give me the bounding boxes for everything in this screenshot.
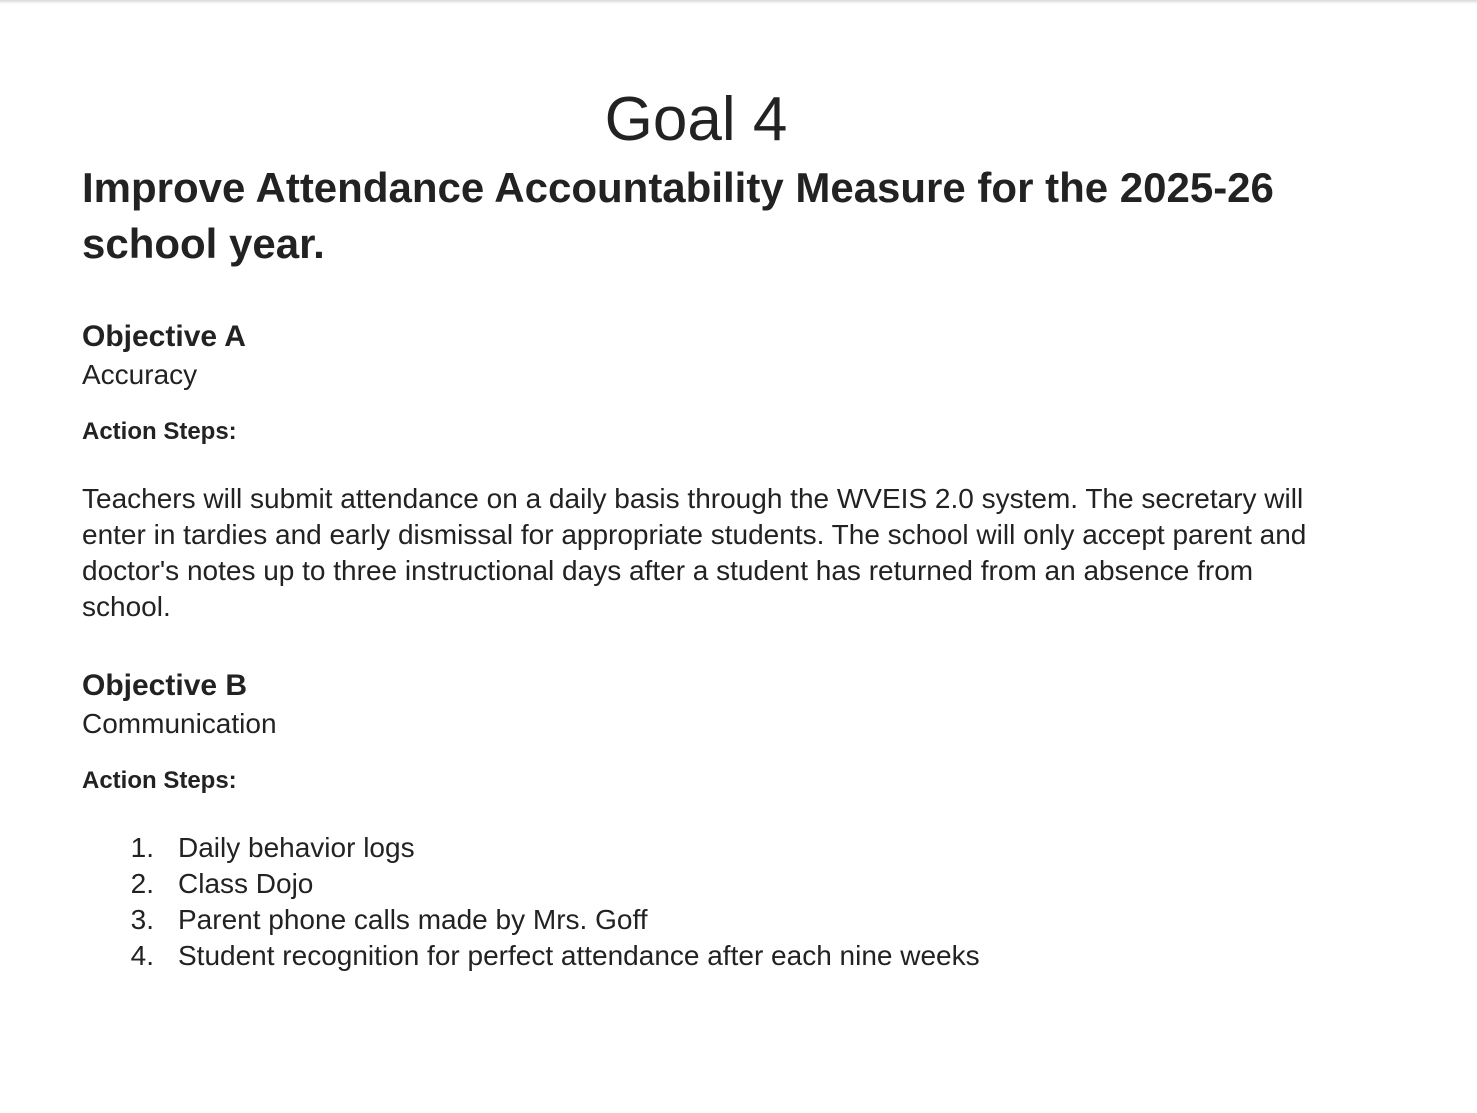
list-item-text: Daily behavior logs <box>178 832 415 863</box>
goal-title: Goal 4 <box>604 85 788 154</box>
action-steps-list <box>82 830 1322 974</box>
goal-heading: Improve Attendance Accountability Measure for the 2025-26 school year. <box>82 164 1274 267</box>
list-item-text: Class Dojo <box>178 868 314 899</box>
list-item <box>82 866 1322 902</box>
document-body <box>82 82 1322 974</box>
objective-name: Accuracy <box>82 359 198 390</box>
objective-label: Objective A <box>82 320 246 353</box>
list-number: 3. <box>130 904 154 935</box>
list-item <box>82 830 1322 866</box>
list-item <box>82 902 1322 938</box>
list-item <box>82 938 1322 974</box>
list-item-text: Parent phone calls made by Mrs. Goff <box>178 904 648 935</box>
objective-name: Communication <box>82 708 277 739</box>
objective-label: Objective B <box>82 669 248 702</box>
objective-b <box>82 668 1322 974</box>
action-steps-text: Teachers will submit attendance on a daily basis through the WVEIS 2.0 system. The secretary will enter in tardies and early dismissal for appropriate students. The school will only accept parent and doctor's notes up to three instructional days after a student has returned from an absence from school. <box>82 483 1307 622</box>
action-steps-label: Action Steps: <box>82 418 237 445</box>
objective-a <box>82 319 1322 625</box>
list-number: 1. <box>130 832 154 863</box>
list-item-text: Student recognition for perfect attendance after each nine weeks <box>178 940 980 971</box>
list-number: 2. <box>130 868 154 899</box>
action-steps-label: Action Steps: <box>82 767 237 794</box>
top-edge-shadow <box>0 0 1477 4</box>
list-number: 4. <box>130 940 154 971</box>
